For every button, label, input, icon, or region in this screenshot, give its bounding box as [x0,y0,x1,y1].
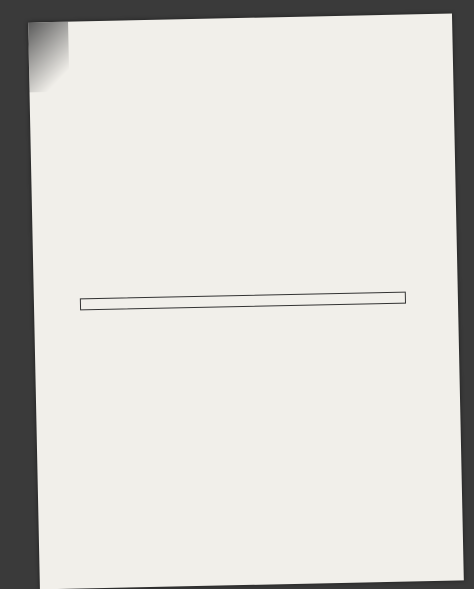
corner-shadow [28,22,69,93]
grammar-questions [28,14,452,23]
questions-list [28,14,452,23]
section-heading [80,292,406,311]
passage-paragraph [63,44,443,52]
exam-page [28,14,464,589]
